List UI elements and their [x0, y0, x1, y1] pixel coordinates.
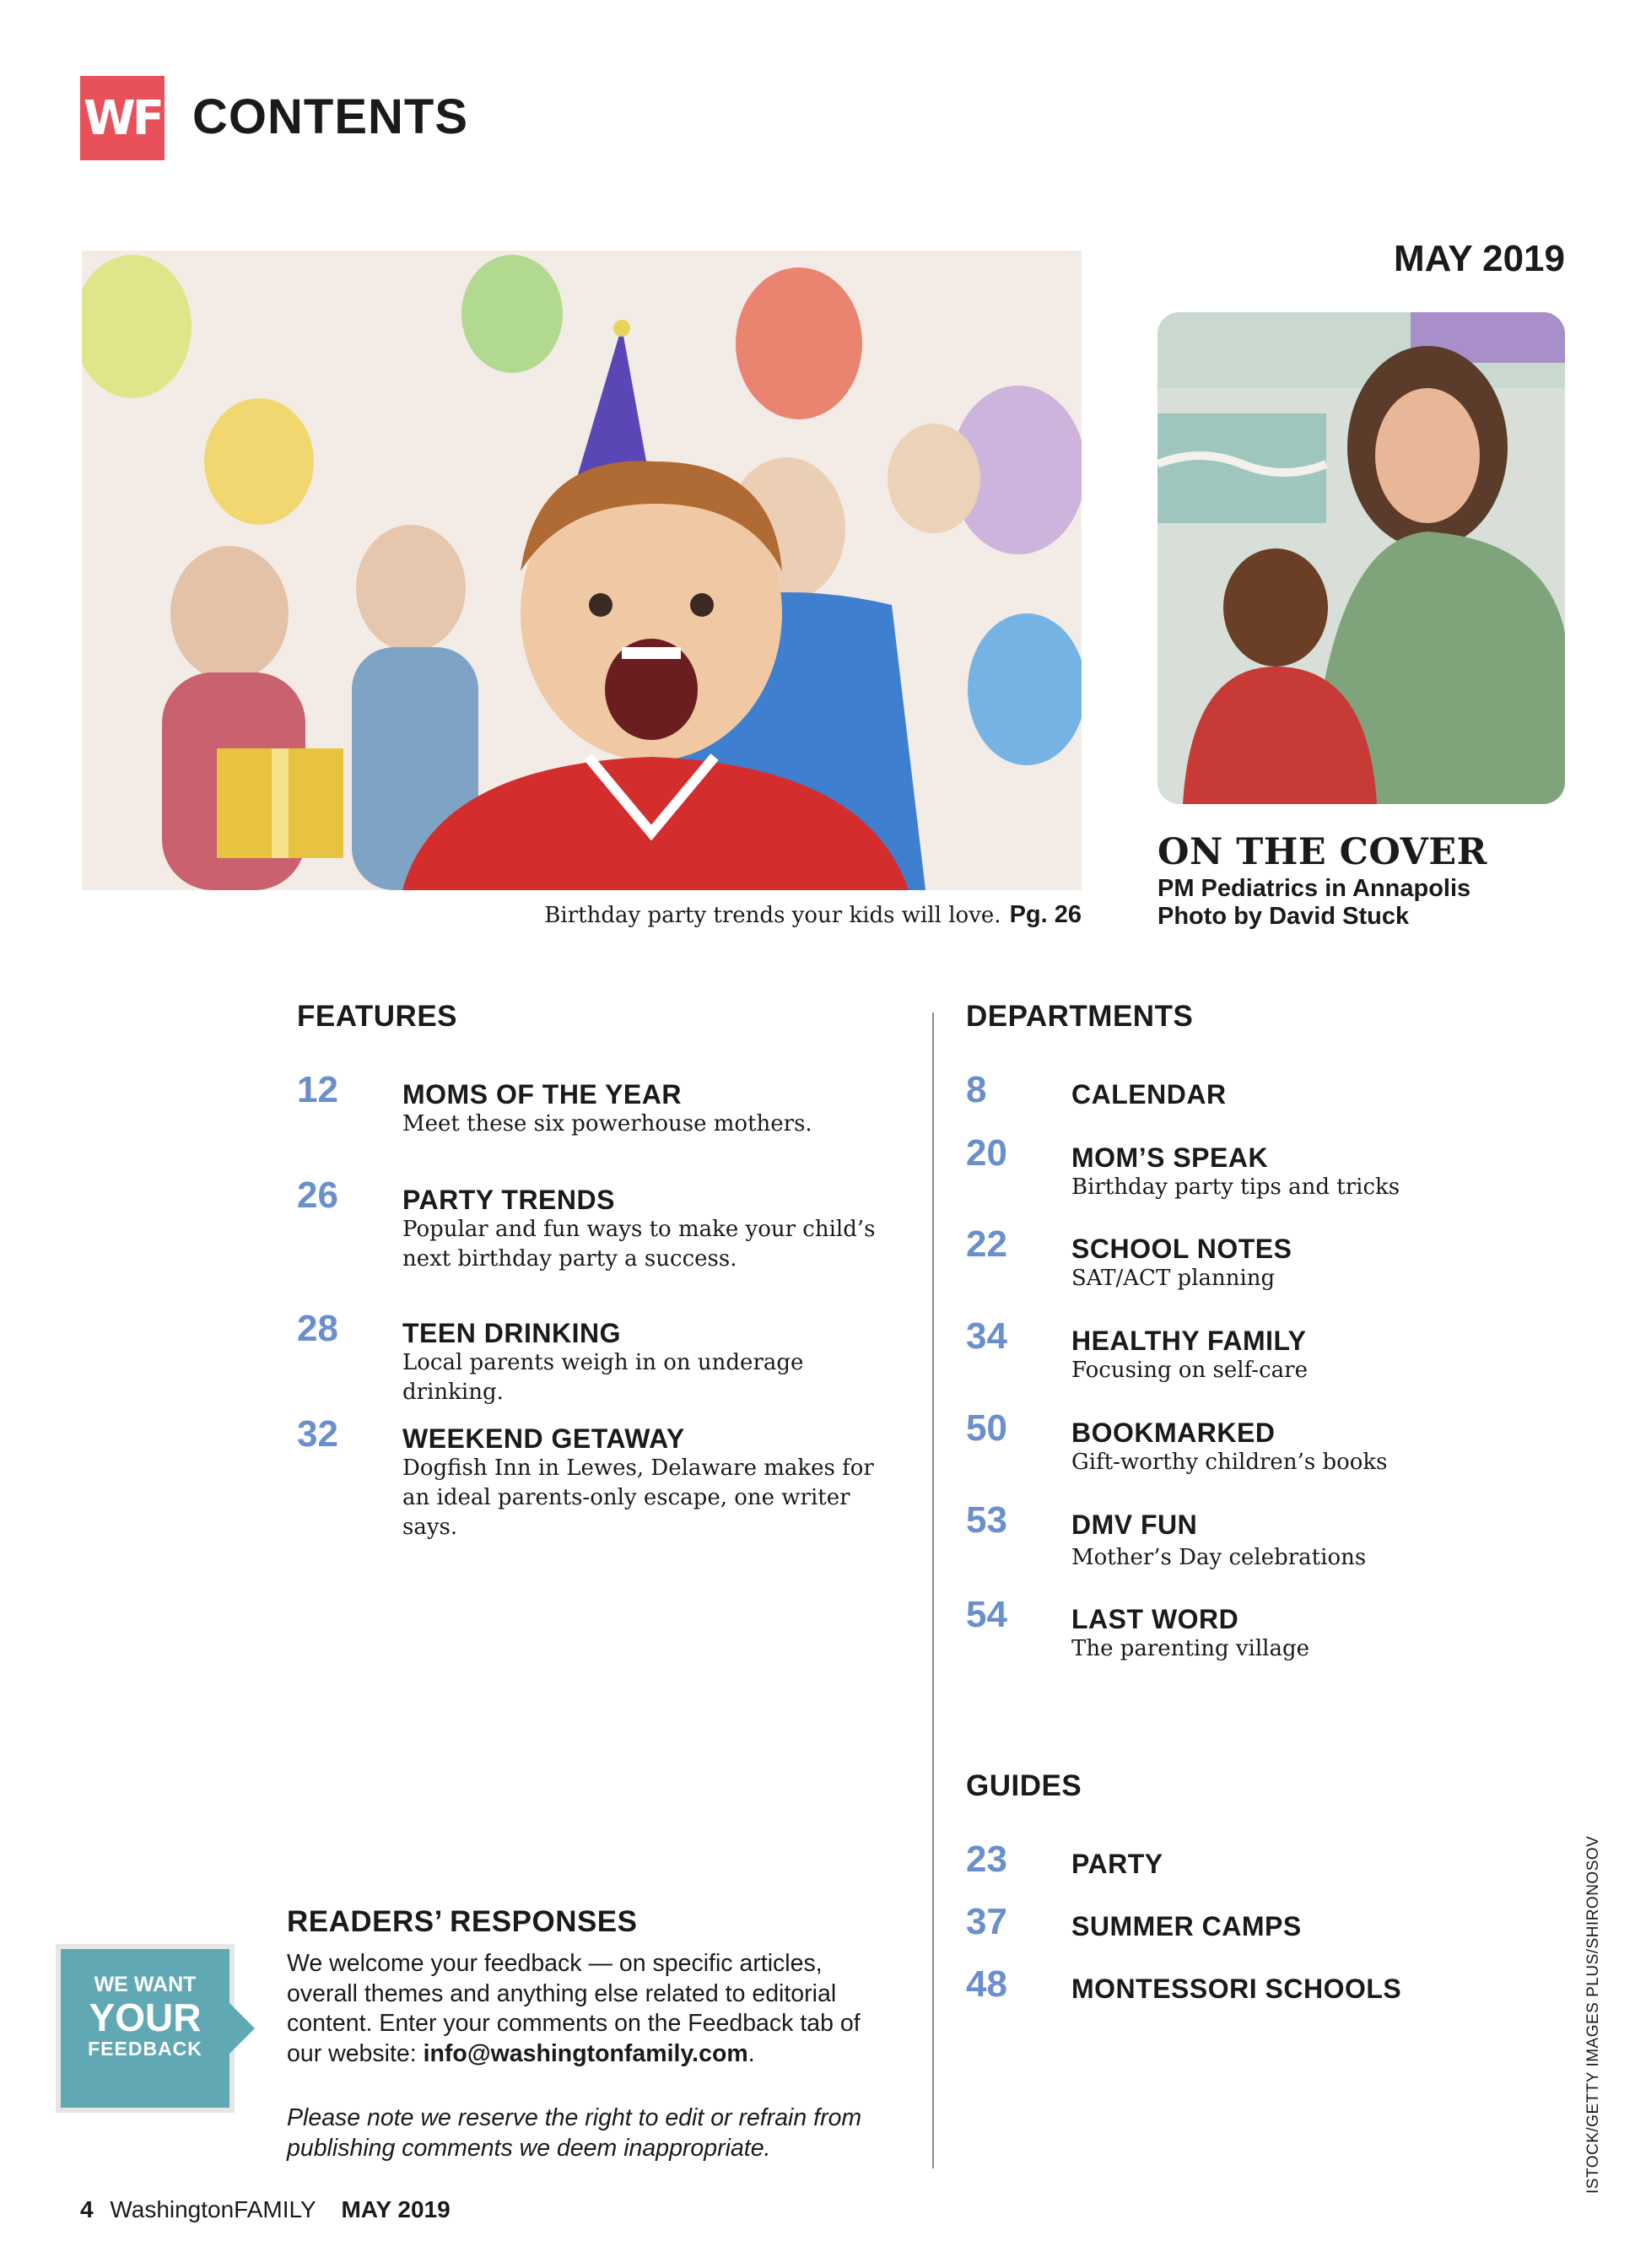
page-title: CONTENTS: [192, 89, 468, 144]
footer-date: MAY 2019: [341, 2196, 451, 2222]
department-item[interactable]: [966, 1315, 1557, 1385]
feature-page: 26: [297, 1174, 338, 1216]
department-item[interactable]: [966, 1223, 1557, 1293]
feature-item[interactable]: [297, 1413, 904, 1542]
feature-title: TEEN DRINKING: [402, 1318, 621, 1348]
feature-item[interactable]: [297, 1174, 904, 1274]
photo-credit: ISTOCK/GETTY IMAGES PLUS/SHIRONOSOV: [1584, 1835, 1602, 2194]
guide-item[interactable]: [966, 1963, 1557, 2005]
feature-desc: Local parents weigh in on underage drinking.: [402, 1350, 804, 1406]
feature-page: 32: [297, 1413, 338, 1455]
guide-page: 37: [966, 1901, 1007, 1942]
feedback-email-link[interactable]: info@washingtonfamily.com: [423, 2039, 748, 2067]
feedback-badge[interactable]: [61, 1949, 262, 2108]
guide-title: MONTESSORI SCHOOLS: [1071, 1974, 1402, 2004]
cover-heading: ON THE COVER: [1157, 831, 1487, 873]
badge-line-2: YOUR: [89, 1995, 202, 2039]
feature-page: 28: [297, 1308, 338, 1349]
main-photo-caption: [371, 901, 1082, 929]
department-page: 34: [966, 1315, 1007, 1357]
guide-item[interactable]: [966, 1841, 1557, 1879]
readers-note: Please note we reserve the right to edit or refrain from publishing comments we deem inappropriate.: [287, 2104, 862, 2162]
badge-text: [61, 1973, 229, 2060]
guide-page: 48: [966, 1963, 1007, 2005]
department-desc: Mother’s Day celebrations: [1071, 1545, 1367, 1571]
readers-body: [287, 1949, 894, 2070]
department-item[interactable]: [966, 1596, 1557, 1664]
department-title: SCHOOL NOTES: [1071, 1234, 1292, 1264]
department-page: 50: [966, 1407, 1007, 1449]
feature-title: PARTY TRENDS: [402, 1185, 615, 1215]
department-desc: The parenting village: [1071, 1636, 1310, 1662]
feature-page: 12: [297, 1069, 338, 1110]
readers-heading: READERS’ RESPONSES: [287, 1905, 638, 1938]
feature-title: WEEKEND GETAWAY: [402, 1423, 685, 1454]
birthday-party-photo: [82, 251, 1082, 890]
issue-date: MAY 2019: [1393, 238, 1565, 279]
guide-item[interactable]: [966, 1901, 1557, 1942]
badge-arrow-icon: [229, 2003, 255, 2054]
department-item[interactable]: [966, 1069, 1557, 1110]
badge-line-1: WE WANT: [94, 1973, 197, 1996]
readers-body-period: .: [747, 2039, 755, 2067]
guide-title: PARTY: [1071, 1849, 1163, 1879]
department-page: 53: [966, 1499, 1007, 1541]
feature-desc: Dogfish Inn in Lewes, Delaware makes for an ideal parents-only escape, one writer says.: [402, 1455, 874, 1541]
cover-photo: [1157, 312, 1565, 804]
readers-body-text: We welcome your feedback — on specific articles, overall themes and anything else related to editorial content. Enter your comments on the Feedback tab of our website:: [287, 1950, 861, 2067]
guide-title: SUMMER CAMPS: [1071, 1911, 1302, 1941]
department-item[interactable]: [966, 1407, 1557, 1477]
department-title: CALENDAR: [1071, 1079, 1227, 1110]
department-title: MOM’S SPEAK: [1071, 1142, 1269, 1173]
cover-line-2: Photo by David Stuck: [1157, 903, 1410, 930]
features-heading: FEATURES: [297, 1000, 458, 1033]
department-desc: Birthday party tips and tricks: [1071, 1174, 1400, 1201]
department-desc: Focusing on self-care: [1071, 1358, 1308, 1384]
feature-item[interactable]: [297, 1310, 904, 1407]
department-title: BOOKMARKED: [1071, 1418, 1276, 1448]
column-divider: [932, 1012, 934, 2168]
caption-text: Birthday party trends your kids will love.: [544, 903, 1001, 928]
wf-logo: WF: [80, 76, 165, 160]
feature-desc: Meet these six powerhouse mothers.: [402, 1111, 812, 1137]
department-title: HEALTHY FAMILY: [1071, 1326, 1307, 1356]
department-desc: SAT/ACT planning: [1071, 1266, 1276, 1292]
department-item[interactable]: [966, 1499, 1557, 1573]
badge-line-3: FEEDBACK: [88, 2038, 202, 2060]
department-page: 20: [966, 1132, 1007, 1174]
cover-line-1: PM Pediatrics in Annapolis: [1157, 875, 1471, 902]
feature-desc: Popular and fun ways to make your child’s next birthday party a success.: [402, 1217, 876, 1272]
caption-page-ref: Pg. 26: [1009, 901, 1082, 928]
department-title: DMV FUN: [1071, 1509, 1198, 1540]
department-title: LAST WORD: [1071, 1604, 1239, 1634]
feature-title: MOMS OF THE YEAR: [402, 1079, 682, 1110]
department-desc: Gift-worthy children’s books: [1071, 1450, 1388, 1476]
department-item[interactable]: [966, 1132, 1557, 1202]
department-page: 22: [966, 1223, 1007, 1265]
page-footer: [80, 2196, 451, 2223]
department-page: 54: [966, 1594, 1007, 1635]
departments-heading: DEPARTMENTS: [966, 1000, 1194, 1033]
department-page: 8: [966, 1069, 987, 1110]
guides-heading: GUIDES: [966, 1769, 1082, 1802]
footer-page-number: 4: [80, 2196, 94, 2222]
guide-page: 23: [966, 1839, 1007, 1880]
feature-item[interactable]: [297, 1069, 904, 1139]
footer-magazine: WashingtonFAMILY: [110, 2196, 316, 2222]
